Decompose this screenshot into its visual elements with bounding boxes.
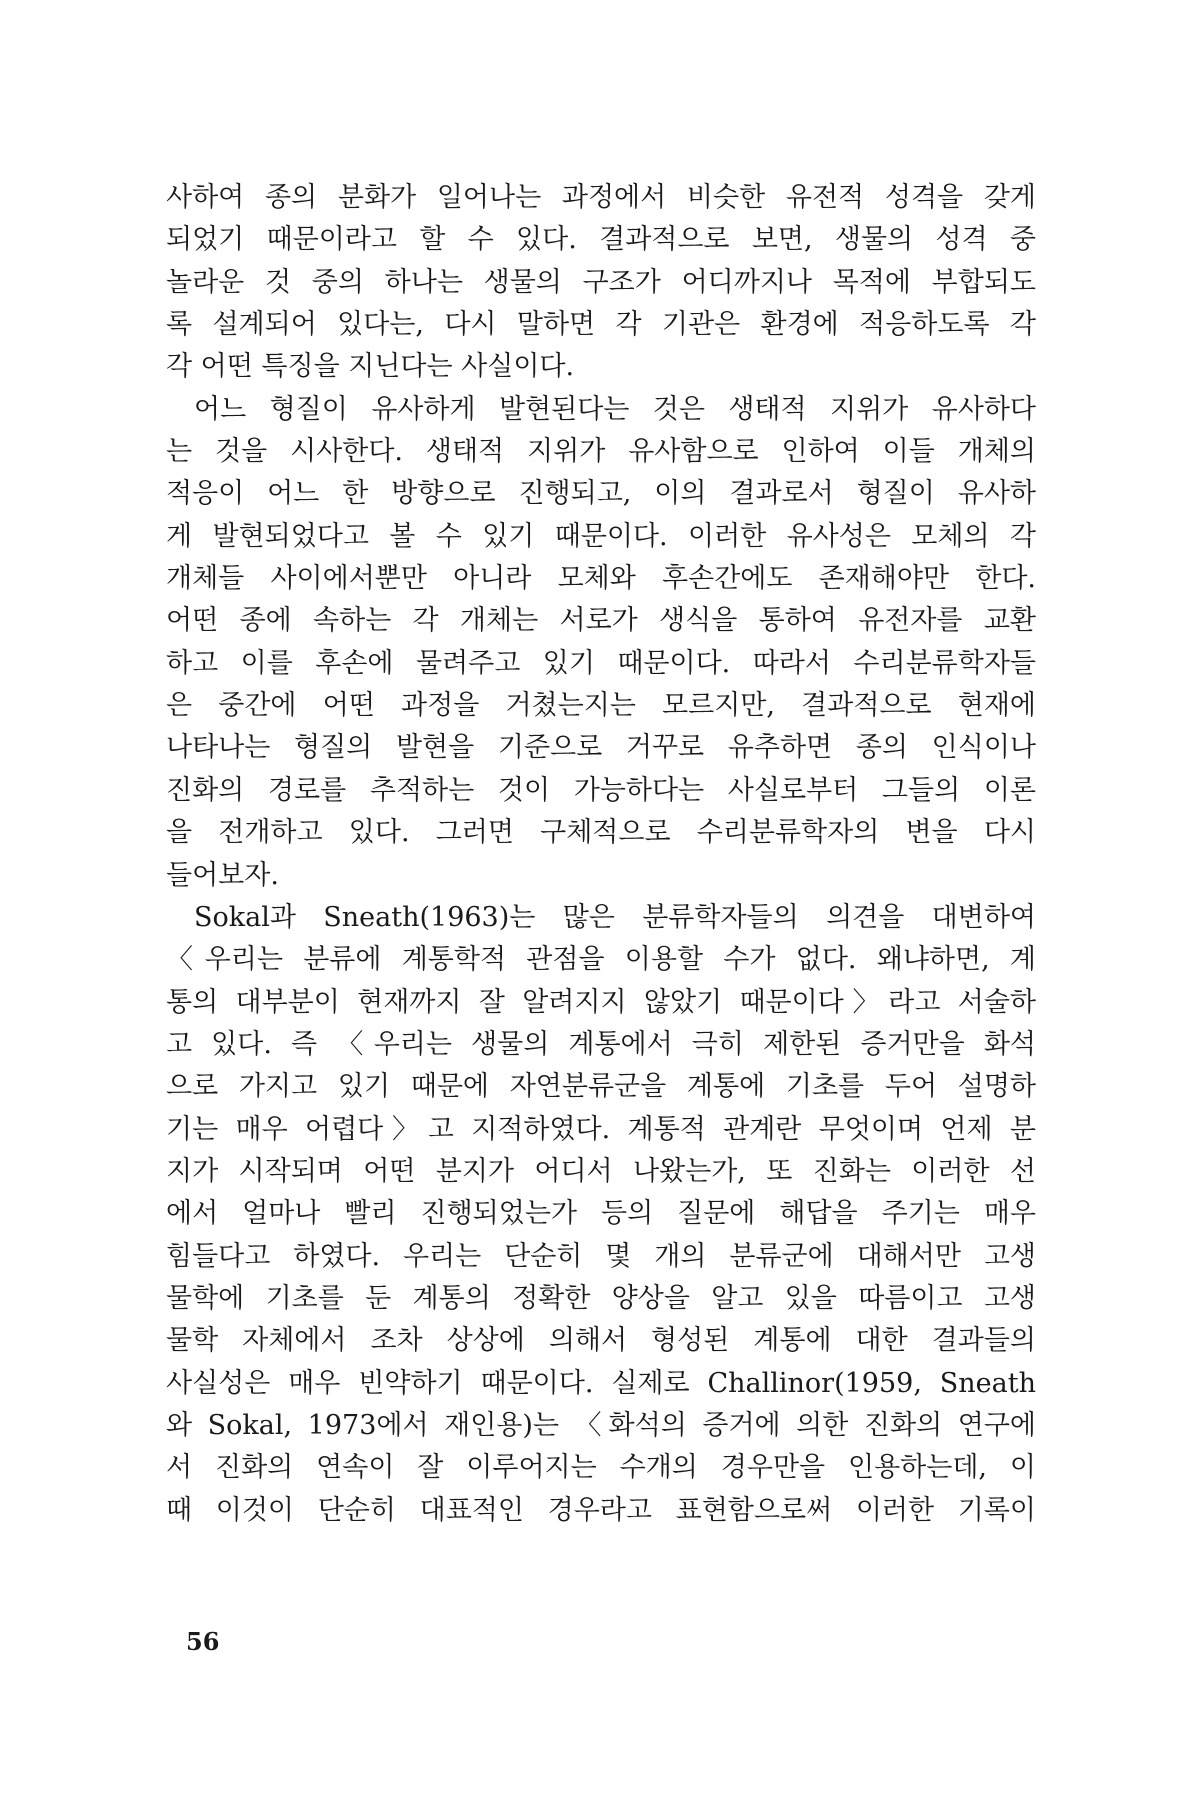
text-line: 는 것을 시사한다. 생태적 지위가 유사함으로 인하여 이들 개체의 <box>166 436 1036 468</box>
text-line: 통의 대부분이 현재까지 잘 알려지지 않았기 때문이다〉라고 서술하 <box>166 986 1036 1018</box>
text-line: 을 전개하고 있다. 그러면 구체적으로 수리분류학자의 변을 다시 <box>166 817 1036 849</box>
text-line: 은 중간에 어떤 과정을 거쳤는지는 모르지만, 결과적으로 현재에 <box>166 690 1036 722</box>
text-line: 사실성은 매우 빈약하기 때문이다. 실제로 Challinor(1959, Sneath <box>166 1367 1036 1399</box>
text-line: 물학에 기초를 둔 계통의 정확한 양상을 알고 있을 따름이고 고생 <box>166 1282 1036 1314</box>
text-line: 하고 이를 후손에 물려주고 있기 때문이다. 따라서 수리분류학자들 <box>166 647 1036 679</box>
text-line: 고 있다. 즉 〈우리는 생물의 계통에서 극히 제한된 증거만을 화석 <box>166 1028 1036 1060</box>
text-line: 놀라운 것 중의 하나는 생물의 구조가 어디까지나 목적에 부합되도 <box>166 266 1036 298</box>
text-line: 되었기 때문이라고 할 수 있다. 결과적으로 보면, 생물의 성격 중 <box>166 224 1036 256</box>
text-line: 힘들다고 하였다. 우리는 단순히 몇 개의 분류군에 대해서만 고생 <box>166 1240 1036 1272</box>
text-line: 개체들 사이에서뿐만 아니라 모체와 후손간에도 존재해야만 한다. <box>166 563 1036 595</box>
text-line: 기는 매우 어렵다〉고 지적하였다. 계통적 관계란 무엇이며 언제 분 <box>166 1113 1036 1145</box>
text-line: Sokal과 Sneath(1963)는 많은 분류학자들의 의견을 대변하여 <box>194 901 1036 933</box>
text-line: 사하여 종의 분화가 일어나는 과정에서 비슷한 유전적 성격을 갖게 <box>166 182 1036 213</box>
text-line: 지가 시작되며 어떤 분지가 어디서 나왔는가, 또 진화는 이러한 선 <box>166 1155 1036 1187</box>
text-line: 록 설계되어 있다는, 다시 말하면 각 기관은 환경에 적응하도록 각 <box>166 309 1036 341</box>
text-line: 와 Sokal, 1973에서 재인용)는 〈화석의 증거에 의한 진화의 연구에 <box>166 1409 1036 1441</box>
text-line: 게 발현되었다고 볼 수 있기 때문이다. 이러한 유사성은 모체의 각 <box>166 520 1036 552</box>
text-line: 에서 얼마나 빨리 진행되었는가 등의 질문에 해답을 주기는 매우 <box>166 1198 1036 1230</box>
text-line: 진화의 경로를 추적하는 것이 가능하다는 사실로부터 그들의 이론 <box>166 774 1036 806</box>
text-line: 적응이 어느 한 방향으로 진행되고, 이의 결과로서 형질이 유사하 <box>166 478 1036 510</box>
page-number: 56 <box>186 1627 220 1656</box>
text-line: 어느 형질이 유사하게 발현된다는 것은 생태적 지위가 유사하다 <box>194 393 1036 425</box>
text-line: 〈우리는 분류에 계통학적 관점을 이용할 수가 없다. 왜냐하면, 계 <box>166 944 1036 976</box>
text-line: 때 이것이 단순히 대표적인 경우라고 표현함으로써 이러한 기록이 <box>166 1494 1036 1526</box>
text-line: 들어보자. <box>166 859 279 891</box>
text-line: 으로 가지고 있기 때문에 자연분류군을 계통에 기초를 두어 설명하 <box>166 1071 1036 1103</box>
body-text <box>166 177 1036 1532</box>
text-line: 서 진화의 연속이 잘 이루어지는 수개의 경우만을 인용하는데, 이 <box>166 1452 1036 1484</box>
text-line: 나타나는 형질의 발현을 기준으로 거꾸로 유추하면 종의 인식이나 <box>166 732 1036 764</box>
text-line: 각 어떤 특징을 지닌다는 사실이다. <box>166 351 575 383</box>
text-line: 어떤 종에 속하는 각 개체는 서로가 생식을 통하여 유전자를 교환 <box>166 605 1036 637</box>
text-line: 물학 자체에서 조차 상상에 의해서 형성된 계통에 대한 결과들의 <box>166 1325 1036 1357</box>
